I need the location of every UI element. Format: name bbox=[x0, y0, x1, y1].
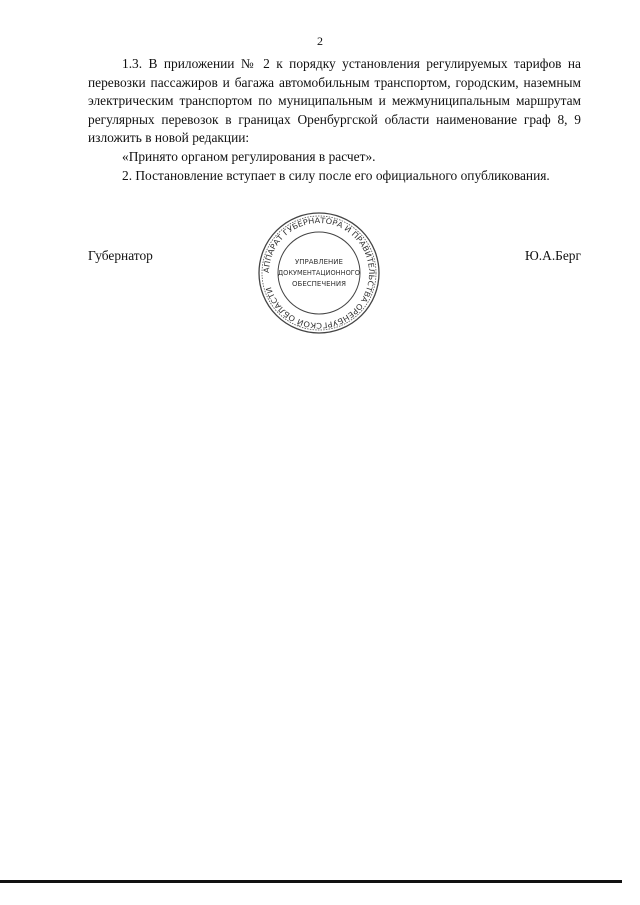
stamp-ring-text: АППАРАТ ГУБЕРНАТОРА И ПРАВИТЕЛЬСТВА ОРЕНБУРГСКОЙ ОБЛАСТИ bbox=[261, 215, 377, 331]
official-stamp bbox=[256, 210, 382, 336]
stamp-center-line-3: ОБЕСПЕЧЕНИЯ bbox=[292, 280, 346, 288]
page-number: 2 bbox=[317, 34, 323, 48]
paragraph-quote: «Принято органом регулирования в расчет». bbox=[122, 148, 376, 164]
paragraph-1-3: 1.3. В приложении № 2 к порядку установления регулируемых тарифов на перевозки пассажиров и багажа автомобильным транспортом, городским, наземным электрическим транспортом по муниципальным и межмуниципальным маршрутам регулярных перевозок в границах Оренбургской области наименование граф 8, 9 изложить в новой редакции: bbox=[88, 56, 581, 146]
bottom-rule bbox=[0, 880, 622, 883]
paragraph-2: 2. Постановление вступает в силу после его официального опубликования. bbox=[122, 167, 550, 183]
document-body bbox=[88, 55, 581, 185]
signatory-name: Ю.А.Берг bbox=[525, 248, 581, 263]
signatory-title: Губернатор bbox=[88, 248, 153, 263]
stamp-center-line-2: ДОКУМЕНТАЦИОННОГО bbox=[278, 269, 360, 277]
stamp-center-line-1: УПРАВЛЕНИЕ bbox=[295, 258, 343, 266]
